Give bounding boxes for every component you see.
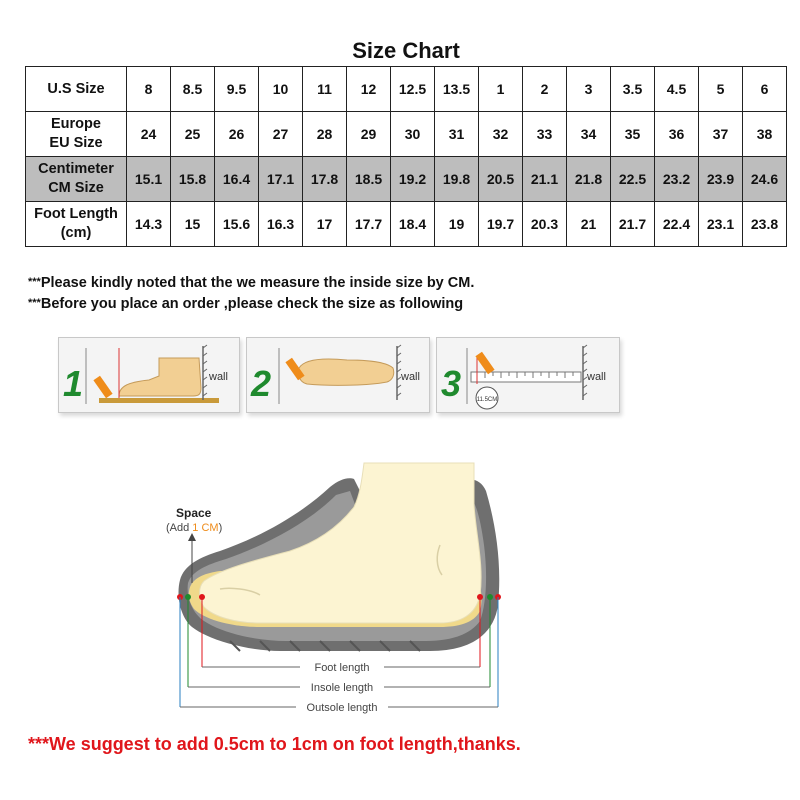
size-cell: 38 bbox=[743, 112, 787, 157]
step-1-number: 1 bbox=[63, 363, 84, 404]
size-row bbox=[26, 157, 787, 202]
size-cell: 12 bbox=[347, 67, 391, 112]
size-cell: 30 bbox=[391, 112, 435, 157]
size-cell: 17 bbox=[303, 202, 347, 247]
space-sub-value: 1 CM bbox=[192, 522, 219, 534]
size-cell: 15.6 bbox=[215, 202, 259, 247]
note-star: *** bbox=[28, 297, 41, 309]
wall-label: wall bbox=[209, 371, 228, 383]
size-cell: 11 bbox=[303, 67, 347, 112]
size-cell: 24 bbox=[127, 112, 171, 157]
row-label-line: EU Size bbox=[49, 135, 103, 151]
size-cell: 20.5 bbox=[479, 157, 523, 202]
size-cell: 8.5 bbox=[171, 67, 215, 112]
size-cell: 19 bbox=[435, 202, 479, 247]
size-cell: 27 bbox=[259, 112, 303, 157]
space-sub-prefix: (Add bbox=[166, 522, 193, 534]
step-3-illustration bbox=[437, 338, 619, 412]
space-subtitle bbox=[166, 522, 222, 534]
size-table bbox=[25, 66, 787, 247]
size-cell: 12.5 bbox=[391, 67, 435, 112]
size-cell: 23.8 bbox=[743, 202, 787, 247]
ruler-reading: 11.5CM bbox=[476, 397, 498, 403]
size-cell: 6 bbox=[743, 67, 787, 112]
outsole-length-label: Outsole length bbox=[306, 702, 378, 714]
size-cell: 3.5 bbox=[611, 67, 655, 112]
size-cell: 9.5 bbox=[215, 67, 259, 112]
size-cell: 15.1 bbox=[127, 157, 171, 202]
size-cell: 19.2 bbox=[391, 157, 435, 202]
size-cell: 18.4 bbox=[391, 202, 435, 247]
size-cell: 19.8 bbox=[435, 157, 479, 202]
note-text: Before you place an order ,please check the size as following bbox=[40, 296, 464, 312]
size-cell: 21 bbox=[567, 202, 611, 247]
row-label-line: (cm) bbox=[60, 225, 92, 241]
size-cell: 25 bbox=[171, 112, 215, 157]
step-3-number: 3 bbox=[441, 363, 462, 404]
size-cell: 20.3 bbox=[523, 202, 567, 247]
size-cell: 18.5 bbox=[347, 157, 391, 202]
size-cell: 21.1 bbox=[523, 157, 567, 202]
row-label bbox=[26, 112, 127, 157]
foot-length-label: Foot length bbox=[314, 662, 370, 674]
row-label bbox=[26, 202, 127, 247]
size-cell: 17.1 bbox=[259, 157, 303, 202]
size-cell: 36 bbox=[655, 112, 699, 157]
size-cell: 23.2 bbox=[655, 157, 699, 202]
size-row bbox=[26, 202, 787, 247]
step-2-illustration bbox=[247, 338, 429, 412]
size-cell: 28 bbox=[303, 112, 347, 157]
row-label bbox=[26, 157, 127, 202]
size-cell: 15 bbox=[171, 202, 215, 247]
note-check-size bbox=[28, 296, 463, 312]
wall-label: wall bbox=[401, 371, 420, 383]
insole-length-label: Insole length bbox=[310, 682, 374, 694]
size-cell: 17.7 bbox=[347, 202, 391, 247]
row-label bbox=[26, 67, 127, 112]
size-cell: 24.6 bbox=[743, 157, 787, 202]
size-cell: 22.5 bbox=[611, 157, 655, 202]
row-label-line: Centimeter bbox=[38, 161, 114, 177]
size-cell: 29 bbox=[347, 112, 391, 157]
row-label-line: U.S Size bbox=[47, 80, 105, 97]
size-cell: 16.3 bbox=[259, 202, 303, 247]
row-label-line: Europe bbox=[51, 116, 101, 132]
size-cell: 2 bbox=[523, 67, 567, 112]
size-cell: 32 bbox=[479, 112, 523, 157]
size-row bbox=[26, 112, 787, 157]
step-1-illustration bbox=[59, 338, 239, 412]
size-cell: 19.7 bbox=[479, 202, 523, 247]
size-cell: 14.3 bbox=[127, 202, 171, 247]
space-sub-suffix: ) bbox=[218, 522, 223, 534]
size-cell: 10 bbox=[259, 67, 303, 112]
size-cell: 23.1 bbox=[699, 202, 743, 247]
step-1-panel bbox=[58, 337, 240, 413]
size-cell: 4.5 bbox=[655, 67, 699, 112]
wall-label: wall bbox=[587, 371, 606, 383]
size-chart-title: Size Chart bbox=[352, 38, 460, 63]
suggestion-note: ***We suggest to add 0.5cm to 1cm on foot length,thanks. bbox=[28, 734, 521, 754]
size-cell: 33 bbox=[523, 112, 567, 157]
size-cell: 26 bbox=[215, 112, 259, 157]
size-cell: 17.8 bbox=[303, 157, 347, 202]
step-2-number: 2 bbox=[251, 363, 272, 404]
size-cell: 8 bbox=[127, 67, 171, 112]
space-title: Space bbox=[176, 506, 212, 520]
size-cell: 1 bbox=[479, 67, 523, 112]
note-star: *** bbox=[28, 276, 41, 288]
size-cell: 15.8 bbox=[171, 157, 215, 202]
row-label-line: CM Size bbox=[48, 180, 104, 196]
size-cell: 16.4 bbox=[215, 157, 259, 202]
size-cell: 21.8 bbox=[567, 157, 611, 202]
size-cell: 35 bbox=[611, 112, 655, 157]
size-cell: 37 bbox=[699, 112, 743, 157]
size-cell: 34 bbox=[567, 112, 611, 157]
size-cell: 31 bbox=[435, 112, 479, 157]
step-3-panel bbox=[436, 337, 620, 413]
row-label-line: Foot Length bbox=[34, 206, 118, 222]
size-cell: 21.7 bbox=[611, 202, 655, 247]
step-2-panel bbox=[246, 337, 430, 413]
shoe-foot-diagram bbox=[140, 455, 540, 720]
size-cell: 13.5 bbox=[435, 67, 479, 112]
size-cell: 5 bbox=[699, 67, 743, 112]
note-inside-size bbox=[28, 275, 474, 291]
size-cell: 23.9 bbox=[699, 157, 743, 202]
size-row bbox=[26, 67, 787, 112]
size-cell: 22.4 bbox=[655, 202, 699, 247]
note-text: Please kindly noted that the we measure the inside size by CM. bbox=[40, 275, 475, 291]
size-cell: 3 bbox=[567, 67, 611, 112]
